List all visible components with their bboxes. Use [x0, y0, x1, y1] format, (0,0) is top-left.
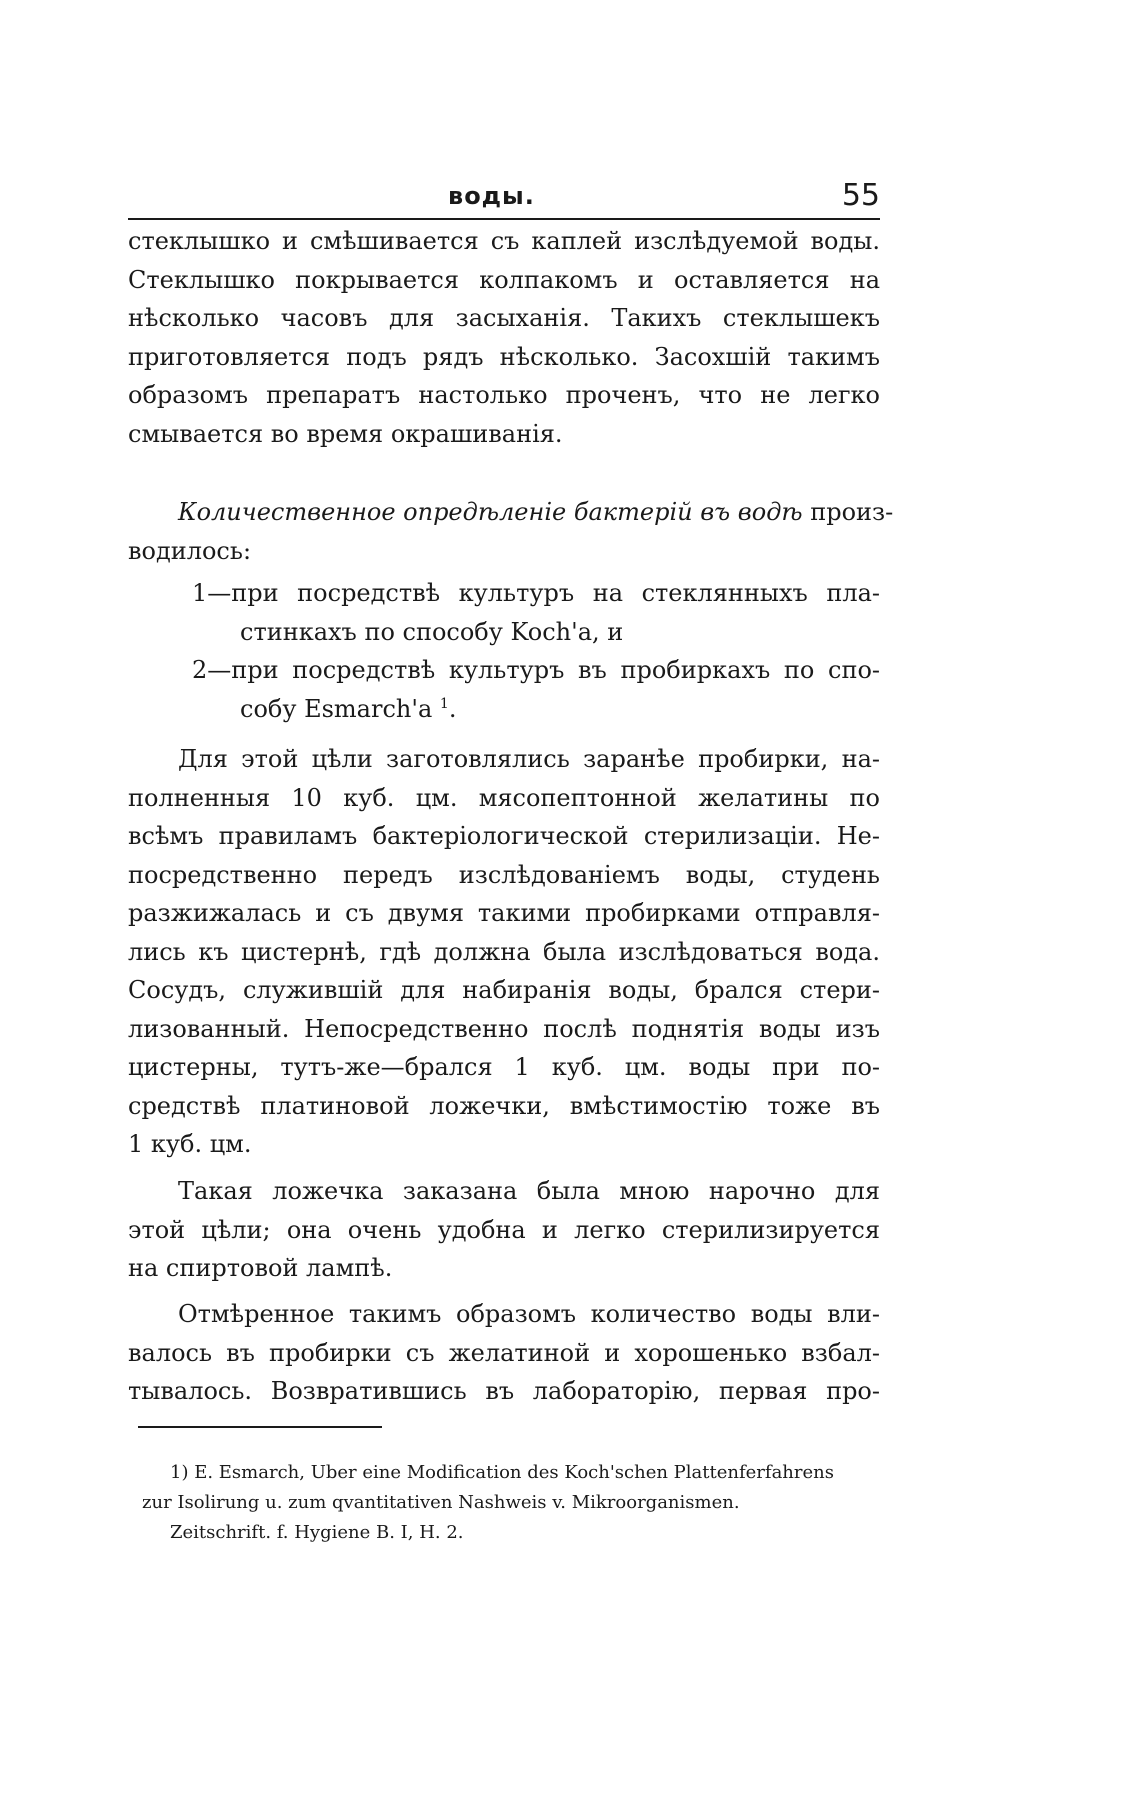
text-line — [128, 493, 894, 532]
footnote-line-3: Zeitschrift. f. Hygiene B. I, H. 2. — [170, 1522, 464, 1543]
list-item-2-line-2 — [128, 690, 880, 729]
text-line: приготовляется подъ рядъ нѣсколько. Засохшій такимъ — [128, 342, 880, 371]
text-line: Стеклышко покрывается колпакомъ и оставляется на — [128, 265, 880, 294]
text-fragment: собу Esmarch'а — [240, 694, 433, 723]
paragraph-1 — [128, 222, 880, 453]
footnote — [142, 1458, 882, 1548]
footnote-line-1 — [142, 1458, 882, 1488]
footnote-reference: 1 — [439, 695, 449, 712]
text-line: средствѣ платиновой ложечки, вмѣстимостію тоже въ — [128, 1091, 880, 1120]
paragraph-3 — [128, 740, 880, 1164]
text-line: всѣмъ правиламъ бактеріологической стерилизаціи. Не- — [128, 822, 880, 850]
paragraph-2 — [128, 493, 894, 570]
italic-heading: Количественное опредѣленіе бактерій въ водѣ — [178, 498, 803, 526]
text-line: разжижалась и съ двумя такими пробирками отправля- — [128, 899, 880, 927]
running-title: воды. — [448, 182, 535, 210]
header-rule — [128, 218, 880, 220]
text-line: цистерны, тутъ-же—брался 1 куб. цм. воды при по- — [128, 1053, 880, 1081]
text-line: полненныя 10 куб. цм. мясопептонной желатины по — [128, 783, 880, 812]
footnote-line-2: zur Isolirung u. zum qvantitativen Nashweis v. Mikroorganismen. — [142, 1492, 740, 1513]
text-line: посредственно передъ изслѣдованіемъ воды, студень — [128, 860, 880, 889]
text-line: Для этой цѣли заготовлялись заранѣе пробирки, на- — [178, 745, 880, 773]
footnote-mark: 1) — [170, 1462, 189, 1483]
text-line: водилось: — [128, 536, 252, 565]
text-line: этой цѣли; она очень удобна и легко стерилизируется — [128, 1215, 880, 1244]
text-line: лись къ цистернѣ, гдѣ должна была изслѣдоваться вода. — [128, 937, 880, 966]
text-line: валось въ пробирки съ желатиной и хорошенько взбал- — [128, 1338, 880, 1367]
text-line: лизованный. Непосредственно послѣ поднятія воды изъ — [128, 1014, 880, 1043]
text-fragment: произ- — [802, 498, 894, 526]
text-line: нѣсколько часовъ для засыханія. Такихъ стеклышекъ — [128, 304, 880, 332]
footnote-rule — [138, 1426, 382, 1428]
text-fragment: . — [448, 694, 457, 723]
text-line: на спиртовой лампѣ. — [128, 1254, 393, 1282]
text-line: тывалось. Возвратившись въ лабораторію, первая про- — [128, 1377, 880, 1405]
list-item-1-line-1: 1—при посредствѣ культуръ на стеклянныхъ пла- — [192, 579, 880, 607]
paragraph-5 — [128, 1295, 880, 1411]
text-line: Сосудъ, служившій для набиранія воды, брался стери- — [128, 976, 880, 1004]
numbered-list — [128, 574, 880, 728]
text-line: смывается во время окрашиванія. — [128, 419, 563, 448]
text-line: Такая ложечка заказана была мною нарочно для — [178, 1177, 880, 1205]
list-item-1-line-2: стинкахъ по способу Koch'а, и — [240, 617, 624, 646]
text-line: стеклышко и смѣшивается съ каплей изслѣдуемой воды. — [128, 227, 880, 255]
text-line: образомъ препаратъ настолько проченъ, что не легко — [128, 381, 880, 409]
text-fragment: E. Esmarch, Uber eine Modification des Koch'schen Plattenferfahrens — [188, 1462, 834, 1483]
text-line: Отмѣренное такимъ образомъ количество воды вли- — [178, 1300, 880, 1328]
page-header — [128, 178, 880, 214]
text-line: 1 куб. цм. — [128, 1130, 252, 1158]
list-item-2-line-1: 2—при посредствѣ культуръ въ пробиркахъ по спо- — [192, 656, 880, 684]
page-number: 55 — [841, 178, 880, 213]
paragraph-4 — [128, 1172, 880, 1288]
